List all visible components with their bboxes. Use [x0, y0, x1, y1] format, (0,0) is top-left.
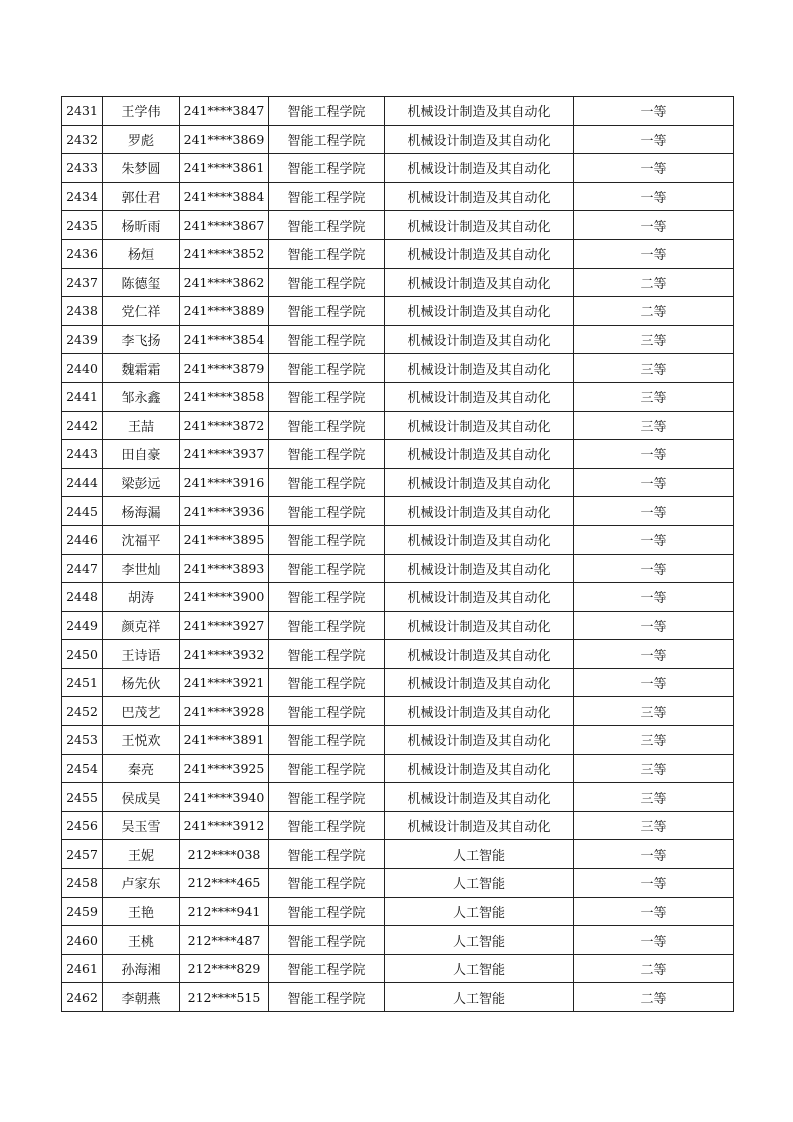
award-grade: 一等 [574, 97, 734, 126]
student-id: 241****3925 [180, 754, 269, 783]
college-name: 智能工程学院 [269, 497, 385, 526]
student-id: 241****3895 [180, 525, 269, 554]
college-name: 智能工程学院 [269, 640, 385, 669]
student-name: 王喆 [103, 411, 180, 440]
major-name: 机械设计制造及其自动化 [385, 697, 574, 726]
row-index: 2458 [62, 869, 103, 898]
award-grade: 一等 [574, 640, 734, 669]
award-grade: 一等 [574, 897, 734, 926]
row-index: 2448 [62, 583, 103, 612]
student-name: 梁彭远 [103, 468, 180, 497]
row-index: 2439 [62, 325, 103, 354]
row-index: 2443 [62, 440, 103, 469]
student-id: 212****941 [180, 897, 269, 926]
college-name: 智能工程学院 [269, 411, 385, 440]
student-id: 241****3900 [180, 583, 269, 612]
major-name: 机械设计制造及其自动化 [385, 97, 574, 126]
table-row [62, 211, 734, 240]
row-index: 2432 [62, 125, 103, 154]
major-name: 机械设计制造及其自动化 [385, 611, 574, 640]
table-row [62, 411, 734, 440]
college-name: 智能工程学院 [269, 468, 385, 497]
student-id: 241****3847 [180, 97, 269, 126]
award-grade: 一等 [574, 125, 734, 154]
college-name: 智能工程学院 [269, 325, 385, 354]
major-name: 机械设计制造及其自动化 [385, 554, 574, 583]
row-index: 2445 [62, 497, 103, 526]
student-id: 212****515 [180, 983, 269, 1012]
table-row [62, 468, 734, 497]
major-name: 机械设计制造及其自动化 [385, 497, 574, 526]
award-grade: 一等 [574, 554, 734, 583]
student-name: 王妮 [103, 840, 180, 869]
college-name: 智能工程学院 [269, 811, 385, 840]
row-index: 2455 [62, 783, 103, 812]
major-name: 人工智能 [385, 897, 574, 926]
award-grade: 一等 [574, 440, 734, 469]
student-id: 241****3861 [180, 154, 269, 183]
student-id: 241****3921 [180, 668, 269, 697]
college-name: 智能工程学院 [269, 926, 385, 955]
student-id: 241****3928 [180, 697, 269, 726]
row-index: 2462 [62, 983, 103, 1012]
student-name: 杨烜 [103, 239, 180, 268]
major-name: 机械设计制造及其自动化 [385, 182, 574, 211]
row-index: 2453 [62, 726, 103, 755]
student-name: 罗彪 [103, 125, 180, 154]
major-name: 机械设计制造及其自动化 [385, 154, 574, 183]
table-row [62, 754, 734, 783]
major-name: 人工智能 [385, 869, 574, 898]
table-row [62, 297, 734, 326]
student-name: 胡涛 [103, 583, 180, 612]
college-name: 智能工程学院 [269, 297, 385, 326]
college-name: 智能工程学院 [269, 697, 385, 726]
college-name: 智能工程学院 [269, 668, 385, 697]
major-name: 机械设计制造及其自动化 [385, 125, 574, 154]
row-index: 2431 [62, 97, 103, 126]
college-name: 智能工程学院 [269, 611, 385, 640]
row-index: 2444 [62, 468, 103, 497]
row-index: 2449 [62, 611, 103, 640]
student-name: 王桃 [103, 926, 180, 955]
student-id: 241****3879 [180, 354, 269, 383]
student-name: 田自豪 [103, 440, 180, 469]
row-index: 2452 [62, 697, 103, 726]
award-grade: 二等 [574, 297, 734, 326]
college-name: 智能工程学院 [269, 869, 385, 898]
student-name: 杨昕雨 [103, 211, 180, 240]
table-row [62, 583, 734, 612]
student-name: 杨先伙 [103, 668, 180, 697]
table-row [62, 840, 734, 869]
award-grade: 三等 [574, 382, 734, 411]
award-grade: 一等 [574, 468, 734, 497]
table-row [62, 554, 734, 583]
row-index: 2460 [62, 926, 103, 955]
student-id: 241****3854 [180, 325, 269, 354]
major-name: 人工智能 [385, 926, 574, 955]
student-id: 241****3858 [180, 382, 269, 411]
table-row [62, 382, 734, 411]
college-name: 智能工程学院 [269, 583, 385, 612]
row-index: 2450 [62, 640, 103, 669]
table-row [62, 239, 734, 268]
row-index: 2437 [62, 268, 103, 297]
table-row [62, 125, 734, 154]
college-name: 智能工程学院 [269, 726, 385, 755]
table-row [62, 354, 734, 383]
award-grade: 二等 [574, 983, 734, 1012]
row-index: 2441 [62, 382, 103, 411]
college-name: 智能工程学院 [269, 440, 385, 469]
table-row [62, 640, 734, 669]
table-row [62, 697, 734, 726]
award-grade: 三等 [574, 754, 734, 783]
student-id: 241****3940 [180, 783, 269, 812]
major-name: 机械设计制造及其自动化 [385, 411, 574, 440]
table-row [62, 811, 734, 840]
student-name: 巴茂艺 [103, 697, 180, 726]
row-index: 2454 [62, 754, 103, 783]
major-name: 机械设计制造及其自动化 [385, 811, 574, 840]
table-row [62, 983, 734, 1012]
table-row [62, 182, 734, 211]
student-name: 王悦欢 [103, 726, 180, 755]
college-name: 智能工程学院 [269, 897, 385, 926]
student-name: 朱梦圆 [103, 154, 180, 183]
student-id: 241****3936 [180, 497, 269, 526]
row-index: 2438 [62, 297, 103, 326]
award-grade: 一等 [574, 154, 734, 183]
student-id: 241****3884 [180, 182, 269, 211]
award-grade: 三等 [574, 697, 734, 726]
college-name: 智能工程学院 [269, 954, 385, 983]
table-row [62, 611, 734, 640]
row-index: 2457 [62, 840, 103, 869]
major-name: 机械设计制造及其自动化 [385, 783, 574, 812]
student-name: 杨海漏 [103, 497, 180, 526]
college-name: 智能工程学院 [269, 239, 385, 268]
student-name: 李世灿 [103, 554, 180, 583]
college-name: 智能工程学院 [269, 840, 385, 869]
award-grade: 一等 [574, 926, 734, 955]
scholarship-table [61, 96, 734, 1012]
student-name: 侯成昊 [103, 783, 180, 812]
college-name: 智能工程学院 [269, 268, 385, 297]
student-id: 241****3937 [180, 440, 269, 469]
table-row [62, 783, 734, 812]
row-index: 2433 [62, 154, 103, 183]
student-id: 241****3867 [180, 211, 269, 240]
student-name: 吴玉雪 [103, 811, 180, 840]
award-grade: 一等 [574, 869, 734, 898]
student-id: 241****3852 [180, 239, 269, 268]
table-row [62, 869, 734, 898]
student-id: 212****829 [180, 954, 269, 983]
major-name: 机械设计制造及其自动化 [385, 354, 574, 383]
row-index: 2447 [62, 554, 103, 583]
college-name: 智能工程学院 [269, 211, 385, 240]
row-index: 2442 [62, 411, 103, 440]
award-grade: 三等 [574, 783, 734, 812]
major-name: 机械设计制造及其自动化 [385, 754, 574, 783]
student-id: 241****3932 [180, 640, 269, 669]
table-row [62, 525, 734, 554]
table-row [62, 97, 734, 126]
college-name: 智能工程学院 [269, 783, 385, 812]
college-name: 智能工程学院 [269, 154, 385, 183]
major-name: 机械设计制造及其自动化 [385, 239, 574, 268]
college-name: 智能工程学院 [269, 754, 385, 783]
major-name: 机械设计制造及其自动化 [385, 726, 574, 755]
major-name: 机械设计制造及其自动化 [385, 382, 574, 411]
major-name: 机械设计制造及其自动化 [385, 297, 574, 326]
student-name: 王艳 [103, 897, 180, 926]
student-id: 241****3869 [180, 125, 269, 154]
student-id: 241****3891 [180, 726, 269, 755]
award-grade: 一等 [574, 182, 734, 211]
major-name: 人工智能 [385, 954, 574, 983]
table-row [62, 268, 734, 297]
college-name: 智能工程学院 [269, 382, 385, 411]
college-name: 智能工程学院 [269, 554, 385, 583]
major-name: 机械设计制造及其自动化 [385, 440, 574, 469]
student-id: 212****487 [180, 926, 269, 955]
major-name: 机械设计制造及其自动化 [385, 668, 574, 697]
student-name: 李飞扬 [103, 325, 180, 354]
award-grade: 三等 [574, 811, 734, 840]
student-name: 秦亮 [103, 754, 180, 783]
award-grade: 三等 [574, 411, 734, 440]
table-row [62, 325, 734, 354]
award-grade: 三等 [574, 325, 734, 354]
major-name: 机械设计制造及其自动化 [385, 525, 574, 554]
table-row [62, 954, 734, 983]
college-name: 智能工程学院 [269, 125, 385, 154]
award-grade: 二等 [574, 268, 734, 297]
major-name: 机械设计制造及其自动化 [385, 640, 574, 669]
student-name: 邹永鑫 [103, 382, 180, 411]
student-name: 李朝燕 [103, 983, 180, 1012]
college-name: 智能工程学院 [269, 983, 385, 1012]
student-name: 党仁祥 [103, 297, 180, 326]
award-grade: 三等 [574, 354, 734, 383]
row-index: 2435 [62, 211, 103, 240]
row-index: 2436 [62, 239, 103, 268]
table-row [62, 497, 734, 526]
major-name: 机械设计制造及其自动化 [385, 468, 574, 497]
row-index: 2451 [62, 668, 103, 697]
student-name: 陈德玺 [103, 268, 180, 297]
student-name: 颜克祥 [103, 611, 180, 640]
student-name: 卢家东 [103, 869, 180, 898]
student-id: 241****3889 [180, 297, 269, 326]
row-index: 2461 [62, 954, 103, 983]
college-name: 智能工程学院 [269, 354, 385, 383]
student-name: 王诗语 [103, 640, 180, 669]
table-body [62, 97, 734, 1012]
award-grade: 一等 [574, 497, 734, 526]
award-grade: 一等 [574, 840, 734, 869]
row-index: 2459 [62, 897, 103, 926]
table-row [62, 668, 734, 697]
table-row [62, 926, 734, 955]
college-name: 智能工程学院 [269, 525, 385, 554]
student-id: 241****3912 [180, 811, 269, 840]
student-id: 241****3862 [180, 268, 269, 297]
row-index: 2440 [62, 354, 103, 383]
student-name: 王学伟 [103, 97, 180, 126]
table-row [62, 897, 734, 926]
major-name: 机械设计制造及其自动化 [385, 211, 574, 240]
major-name: 人工智能 [385, 840, 574, 869]
student-id: 241****3893 [180, 554, 269, 583]
major-name: 机械设计制造及其自动化 [385, 268, 574, 297]
student-id: 212****038 [180, 840, 269, 869]
student-id: 241****3916 [180, 468, 269, 497]
college-name: 智能工程学院 [269, 182, 385, 211]
table-row [62, 440, 734, 469]
award-grade: 二等 [574, 954, 734, 983]
award-grade: 一等 [574, 668, 734, 697]
award-grade: 三等 [574, 726, 734, 755]
major-name: 机械设计制造及其自动化 [385, 583, 574, 612]
award-grade: 一等 [574, 583, 734, 612]
row-index: 2434 [62, 182, 103, 211]
student-id: 241****3927 [180, 611, 269, 640]
row-index: 2456 [62, 811, 103, 840]
student-name: 郭仕君 [103, 182, 180, 211]
student-name: 孙海湘 [103, 954, 180, 983]
table-row [62, 154, 734, 183]
student-id: 241****3872 [180, 411, 269, 440]
award-grade: 一等 [574, 239, 734, 268]
student-id: 212****465 [180, 869, 269, 898]
major-name: 人工智能 [385, 983, 574, 1012]
award-grade: 一等 [574, 611, 734, 640]
college-name: 智能工程学院 [269, 97, 385, 126]
row-index: 2446 [62, 525, 103, 554]
table-row [62, 726, 734, 755]
student-name: 沈福平 [103, 525, 180, 554]
major-name: 机械设计制造及其自动化 [385, 325, 574, 354]
award-grade: 一等 [574, 211, 734, 240]
award-grade: 一等 [574, 525, 734, 554]
student-name: 魏霜霜 [103, 354, 180, 383]
